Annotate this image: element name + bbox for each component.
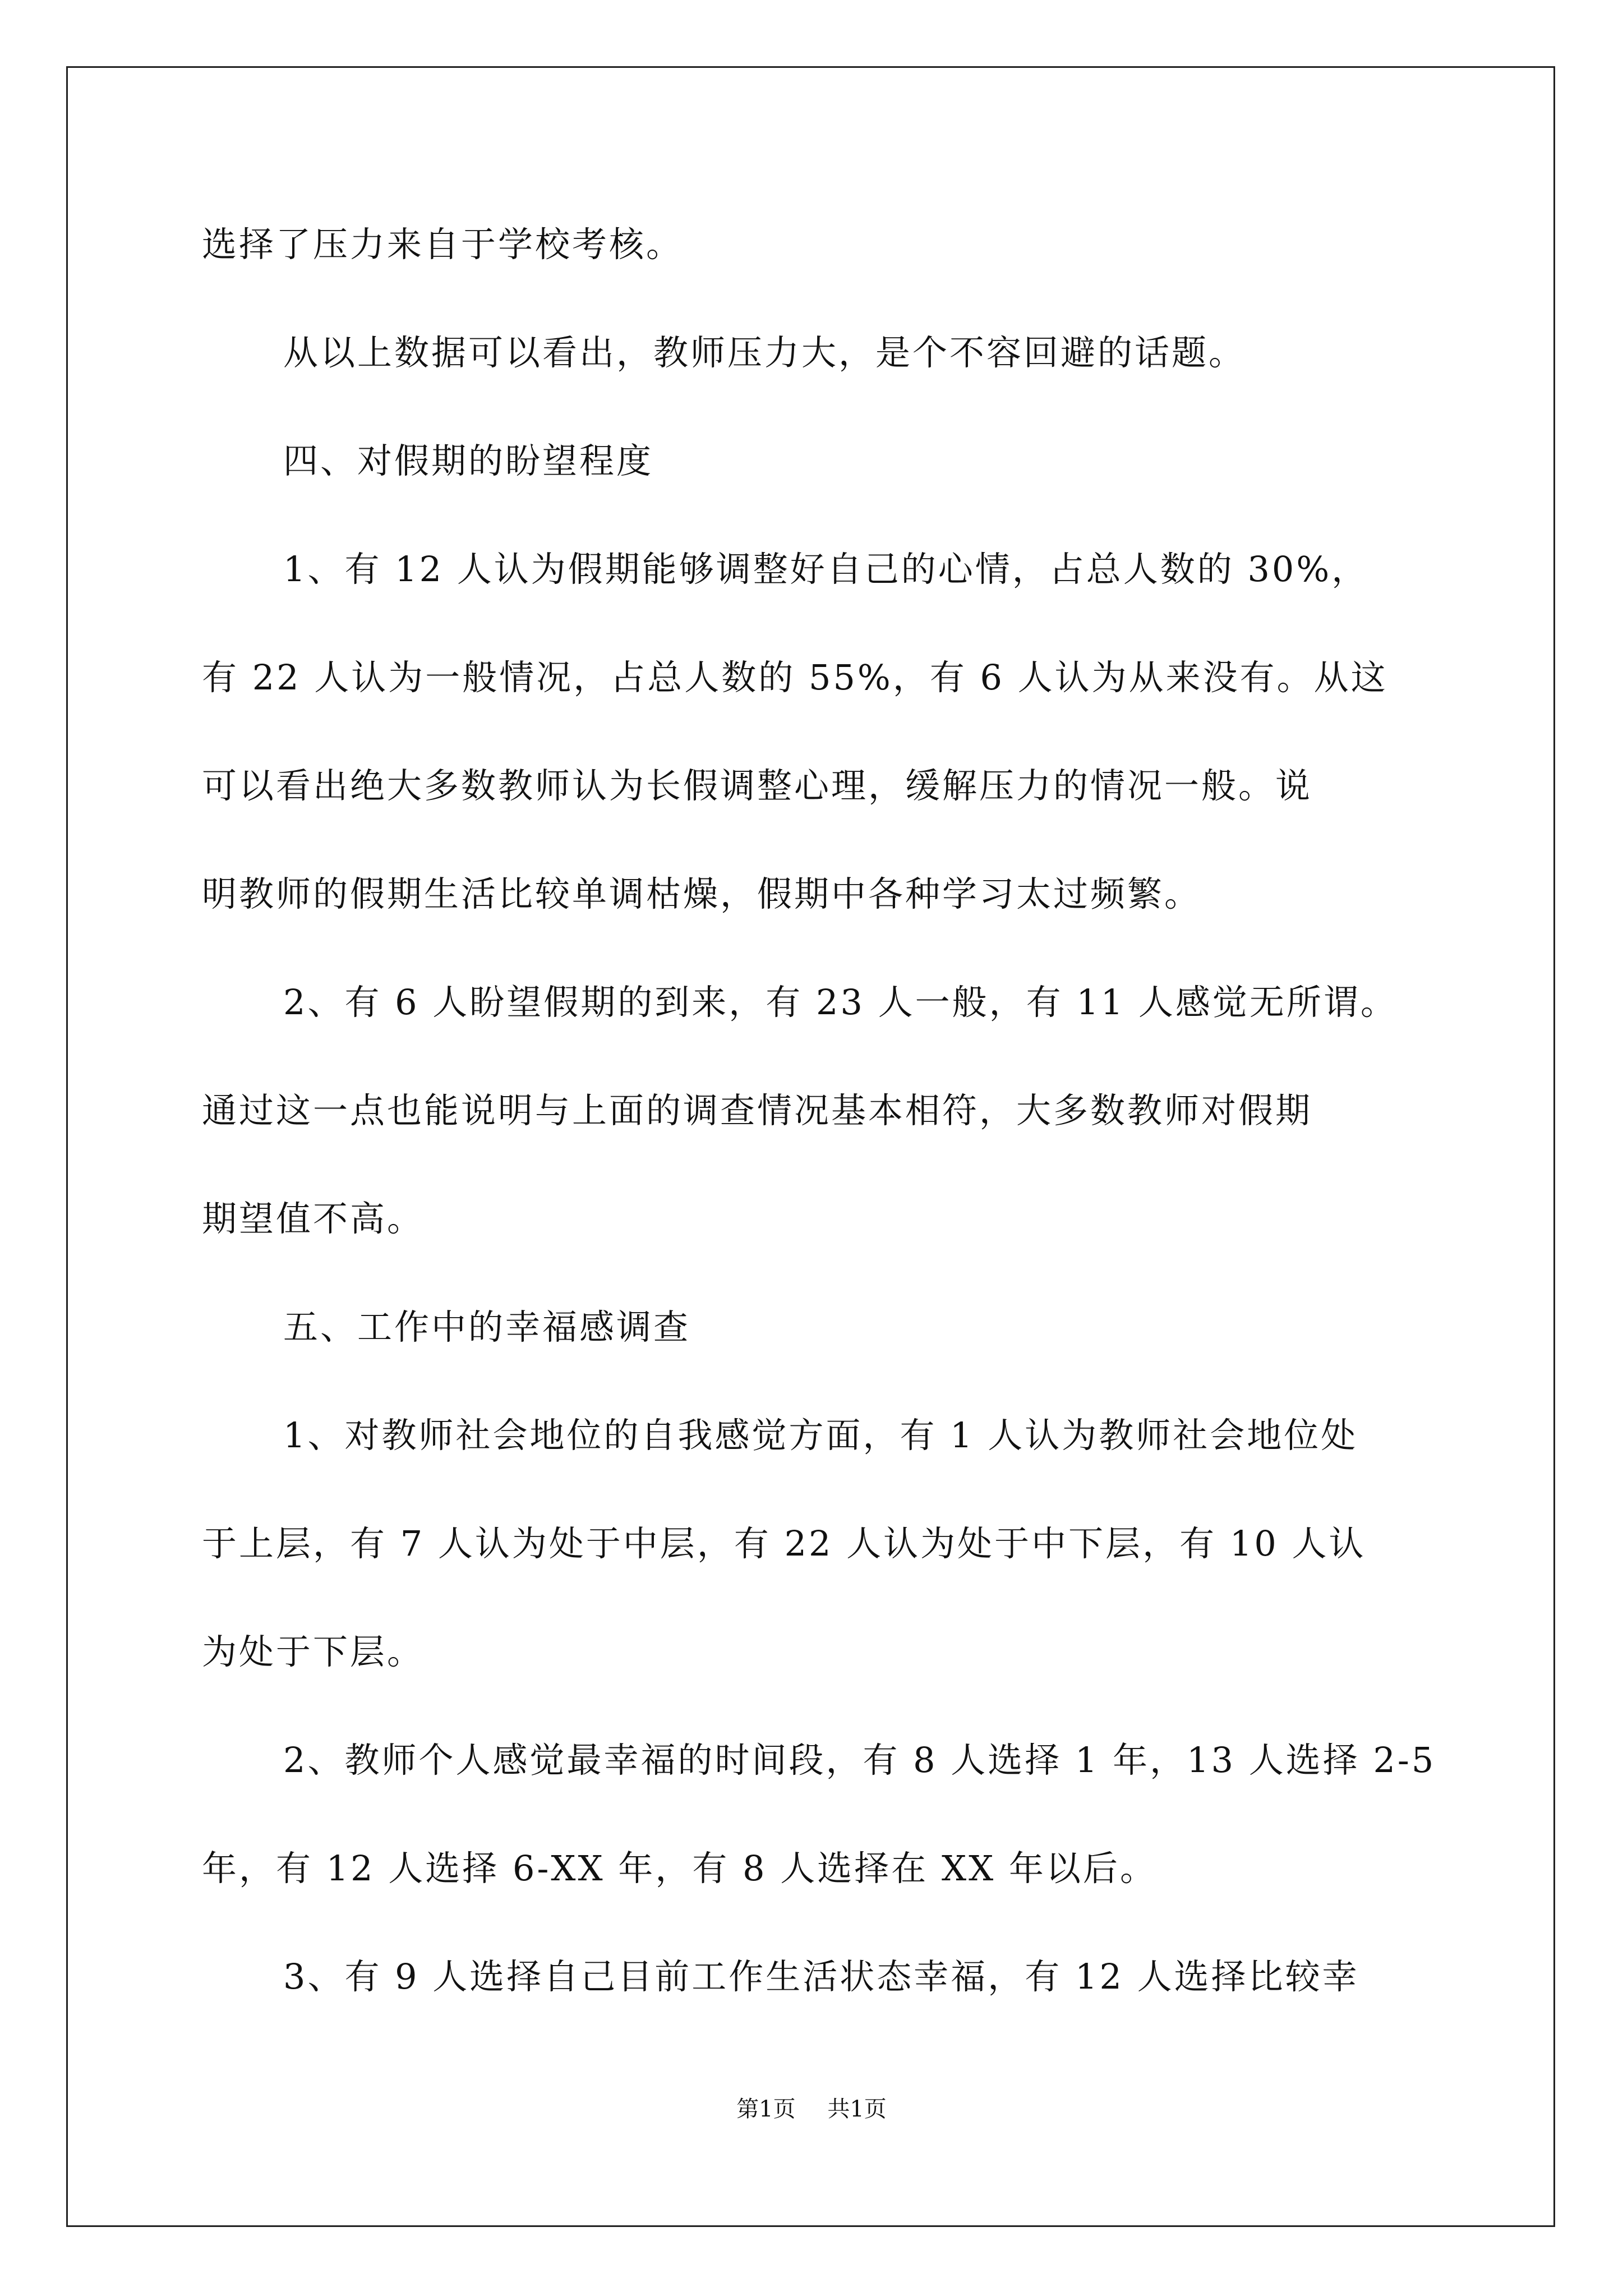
paragraph-line: 可以看出绝大多数教师认为长假调整心理，缓解压力的情况一般。说 — [202, 765, 1313, 806]
page-footer — [0, 2098, 1623, 2120]
paragraph-line: 通过这一点也能说明与上面的调查情况基本相符，大多数教师对假期 — [202, 1090, 1313, 1131]
paragraph-line: 2、有 6 人盼望假期的到来，有 23 人一般，有 11 人感觉无所谓。 — [283, 982, 1398, 1023]
section-heading: 四、对假期的盼望程度 — [283, 440, 654, 481]
paragraph-line: 2、教师个人感觉最幸福的时间段，有 8 人选择 1 年，13 人选择 2-5 — [283, 1740, 1436, 1780]
page-border — [66, 66, 1555, 2227]
paragraph-line: 1、对教师社会地位的自我感觉方面，有 1 人认为教师社会地位处 — [283, 1415, 1358, 1456]
page-total: 共1页 — [827, 2096, 887, 2122]
paragraph-line: 于上层，有 7 人认为处于中层，有 22 人认为处于中下层，有 10 人认 — [202, 1523, 1366, 1564]
page-number: 第1页 — [736, 2096, 796, 2122]
paragraph-line: 年，有 12 人选择 6-XX 年，有 8 人选择在 XX 年以后。 — [202, 1848, 1157, 1889]
paragraph-line: 从以上数据可以看出，教师压力大，是个不容回避的话题。 — [283, 332, 1246, 373]
paragraph-line: 有 22 人认为一般情况，占总人数的 55%，有 6 人认为从来没有。从这 — [202, 657, 1388, 698]
paragraph-line: 期望值不高。 — [202, 1198, 425, 1239]
section-heading: 五、工作中的幸福感调查 — [283, 1306, 691, 1347]
paragraph-line: 1、有 12 人认为假期能够调整好自己的心情，占总人数的 30%， — [283, 549, 1369, 590]
paragraph-line: 为处于下层。 — [202, 1631, 425, 1672]
paragraph-line: 选择了压力来自于学校考核。 — [202, 224, 684, 265]
paragraph-line: 3、有 9 人选择自己目前工作生活状态幸福，有 12 人选择比较幸 — [283, 1956, 1359, 1997]
paragraph-line: 明教师的假期生活比较单调枯燥，假期中各种学习太过频繁。 — [202, 873, 1202, 914]
